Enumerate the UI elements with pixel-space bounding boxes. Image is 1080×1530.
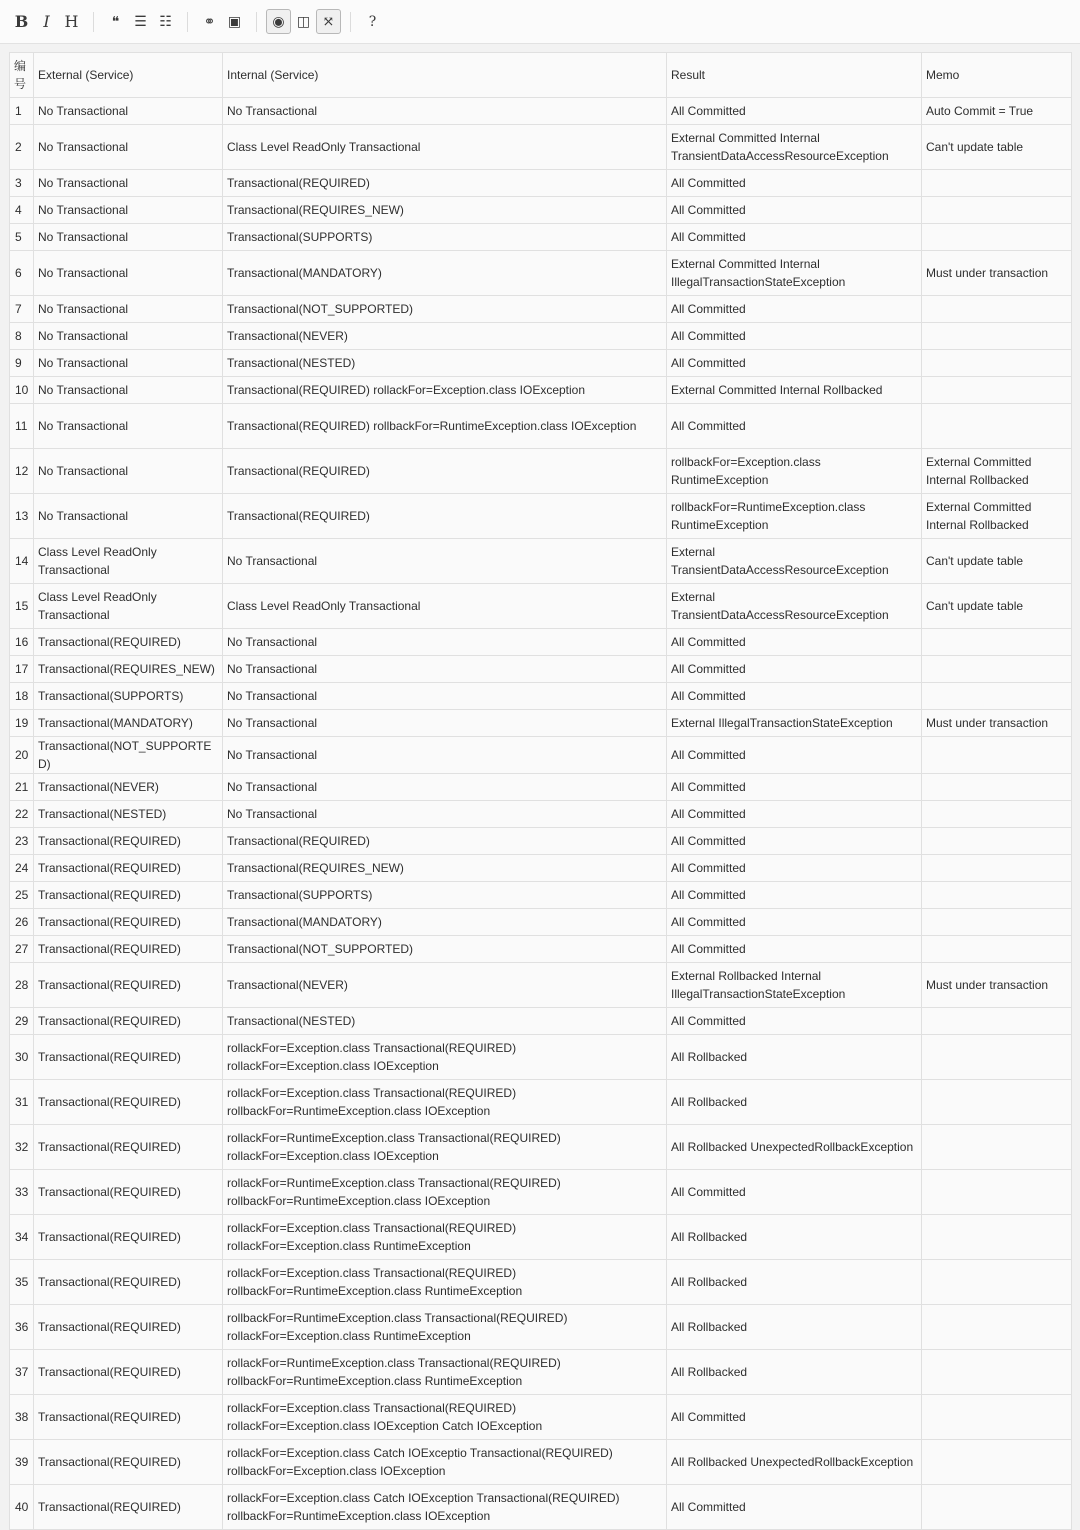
row-number: 31 [10,1080,34,1125]
result-cell: rollbackFor=Exception.class RuntimeException [667,449,922,494]
memo-cell [922,683,1072,710]
external-cell: Transactional(REQUIRED) [34,909,223,936]
result-cell: All Rollbacked [667,1260,922,1305]
table-row [10,1080,1072,1125]
memo-cell [922,1350,1072,1395]
memo-cell [922,296,1072,323]
result-cell: All Committed [667,1485,922,1530]
memo-cell [922,1008,1072,1035]
table-row [10,629,1072,656]
result-cell: All Committed [667,296,922,323]
internal-cell: No Transactional [223,801,667,828]
memo-cell: External Committed Internal Rollbacked [922,494,1072,539]
external-cell: No Transactional [34,350,223,377]
internal-cell: rollackFor=Exception.class Transactional(REQUIRED) rollackFor=Exception.class IOException [223,1035,667,1080]
result-cell: All Committed [667,737,922,774]
table-row [10,1008,1072,1035]
internal-cell: No Transactional [223,737,667,774]
internal-cell: Transactional(MANDATORY) [223,251,667,296]
memo-cell: Must under transaction [922,710,1072,737]
internal-cell: Transactional(REQUIRED) [223,170,667,197]
memo-cell [922,774,1072,801]
memo-cell [922,404,1072,449]
internal-cell: Transactional(REQUIRES_NEW) [223,197,667,224]
row-number: 10 [10,377,34,404]
result-cell: All Committed [667,801,922,828]
table-row [10,1395,1072,1440]
external-cell: Transactional(REQUIRED) [34,1008,223,1035]
external-cell: No Transactional [34,224,223,251]
row-number: 5 [10,224,34,251]
image-icon: ▣ [227,13,242,30]
result-cell: All Rollbacked [667,1080,922,1125]
quote-icon: ❝ [111,13,120,30]
internal-cell: No Transactional [223,656,667,683]
table-row [10,377,1072,404]
row-number: 35 [10,1260,34,1305]
result-cell: External TransientDataAccessResourceException [667,584,922,629]
image-button[interactable] [222,9,247,34]
row-number: 37 [10,1350,34,1395]
table-row [10,909,1072,936]
result-cell: rollbackFor=RuntimeException.class RuntimeException [667,494,922,539]
internal-cell: rollackFor=Exception.class Transactional(REQUIRED) rollbackFor=RuntimeException.class IOException [223,1080,667,1125]
table-row [10,1260,1072,1305]
internal-cell: No Transactional [223,539,667,584]
internal-cell: Transactional(NESTED) [223,350,667,377]
result-cell: All Committed [667,323,922,350]
internal-cell: Transactional(SUPPORTS) [223,882,667,909]
memo-cell: Can't update table [922,584,1072,629]
italic-icon: I [43,12,50,31]
table-row [10,710,1072,737]
internal-cell: Transactional(SUPPORTS) [223,224,667,251]
row-number: 23 [10,828,34,855]
memo-cell: Can't update table [922,539,1072,584]
unordered-list-button[interactable] [128,9,153,34]
memo-cell [922,377,1072,404]
result-cell: All Committed [667,404,922,449]
external-cell: Transactional(REQUIRED) [34,855,223,882]
row-number: 38 [10,1395,34,1440]
result-cell: All Committed [667,774,922,801]
table-row [10,584,1072,629]
table-row [10,125,1072,170]
toolbar-separator [187,12,188,32]
memo-cell [922,909,1072,936]
table-row [10,737,1072,774]
internal-cell: Transactional(MANDATORY) [223,909,667,936]
table-header-row [10,53,1072,98]
internal-cell: rollackFor=Exception.class Transactional(REQUIRED) rollackFor=Exception.class RuntimeException [223,1215,667,1260]
result-cell: All Committed [667,909,922,936]
bold-icon: B [14,12,29,31]
external-cell: No Transactional [34,251,223,296]
table-row [10,801,1072,828]
preview-button[interactable] [266,9,291,34]
row-number: 4 [10,197,34,224]
result-cell: All Rollbacked [667,1350,922,1395]
result-cell: All Rollbacked UnexpectedRollbackException [667,1440,922,1485]
external-cell: No Transactional [34,404,223,449]
external-cell: Transactional(NESTED) [34,801,223,828]
row-number: 9 [10,350,34,377]
link-button[interactable] [197,9,222,34]
result-cell: All Rollbacked [667,1215,922,1260]
external-cell: Transactional(REQUIRED) [34,1080,223,1125]
row-number: 25 [10,882,34,909]
row-number: 36 [10,1305,34,1350]
table-row [10,251,1072,296]
memo-cell [922,656,1072,683]
quote-button[interactable] [103,9,128,34]
result-cell: External IllegalTransactionStateException [667,710,922,737]
memo-cell: Can't update table [922,125,1072,170]
memo-cell [922,1170,1072,1215]
table-row [10,1215,1072,1260]
italic-button[interactable] [34,9,59,34]
result-cell: All Committed [667,1008,922,1035]
memo-cell [922,828,1072,855]
external-cell: No Transactional [34,170,223,197]
row-number: 21 [10,774,34,801]
table-row [10,1485,1072,1530]
row-number: 27 [10,936,34,963]
internal-cell: rollbackFor=RuntimeException.class Transactional(REQUIRED) rollackFor=Exception.class RuntimeException [223,1305,667,1350]
row-number: 28 [10,963,34,1008]
question-icon: ? [368,13,377,30]
memo-cell [922,936,1072,963]
row-number: 18 [10,683,34,710]
memo-cell: Must under transaction [922,963,1072,1008]
result-cell: External Committed Internal TransientDataAccessResourceException [667,125,922,170]
internal-cell: Transactional(NOT_SUPPORTED) [223,296,667,323]
table-row [10,1350,1072,1395]
result-cell: All Rollbacked [667,1035,922,1080]
table-row [10,224,1072,251]
header-memo: Memo [922,53,1072,98]
editor-toolbar [0,0,1080,44]
external-cell: No Transactional [34,449,223,494]
external-cell: Transactional(REQUIRED) [34,1350,223,1395]
result-cell: All Committed [667,170,922,197]
row-number: 33 [10,1170,34,1215]
external-cell: Transactional(REQUIRES_NEW) [34,656,223,683]
heading-icon: H [64,12,79,31]
result-cell: All Rollbacked [667,1305,922,1350]
memo-cell [922,737,1072,774]
table-row [10,774,1072,801]
table-row [10,656,1072,683]
internal-cell: rollackFor=RuntimeException.class Transactional(REQUIRED) rollbackFor=RuntimeException.class IOException [223,1170,667,1215]
result-cell: All Committed [667,882,922,909]
header-result: Result [667,53,922,98]
memo-cell [922,224,1072,251]
results-table [9,52,1072,1530]
row-number: 3 [10,170,34,197]
table-row [10,170,1072,197]
external-cell: No Transactional [34,296,223,323]
table-row [10,323,1072,350]
row-number: 24 [10,855,34,882]
memo-cell [922,1395,1072,1440]
row-number: 12 [10,449,34,494]
internal-cell: No Transactional [223,774,667,801]
external-cell: Transactional(REQUIRED) [34,629,223,656]
table-row [10,882,1072,909]
memo-cell [922,170,1072,197]
internal-cell: rollackFor=RuntimeException.class Transactional(REQUIRED) rollackFor=Exception.class IOException [223,1125,667,1170]
external-cell: Transactional(NEVER) [34,774,223,801]
internal-cell: Transactional(REQUIRED) [223,828,667,855]
internal-cell: Transactional(NEVER) [223,963,667,1008]
external-cell: Transactional(REQUIRED) [34,1035,223,1080]
memo-cell [922,1125,1072,1170]
memo-cell [922,882,1072,909]
external-cell: Transactional(REQUIRED) [34,936,223,963]
row-number: 29 [10,1008,34,1035]
eye-icon: ◉ [272,13,285,30]
internal-cell: Class Level ReadOnly Transactional [223,584,667,629]
row-number: 16 [10,629,34,656]
memo-cell [922,629,1072,656]
external-cell: No Transactional [34,494,223,539]
external-cell: Transactional(REQUIRED) [34,963,223,1008]
result-cell: External Committed Internal Rollbacked [667,377,922,404]
row-number: 1 [10,98,34,125]
external-cell: Transactional(REQUIRED) [34,1485,223,1530]
result-cell: All Committed [667,197,922,224]
result-cell: All Committed [667,224,922,251]
internal-cell: No Transactional [223,98,667,125]
external-cell: Transactional(REQUIRED) [34,1440,223,1485]
memo-cell [922,1260,1072,1305]
table-row [10,1125,1072,1170]
link-icon: ⚭ [203,13,216,30]
external-cell: Class Level ReadOnly Transactional [34,584,223,629]
preview-pane [0,44,1080,1523]
ordered-list-button[interactable] [153,9,178,34]
internal-cell: Transactional(NESTED) [223,1008,667,1035]
table-row [10,449,1072,494]
external-cell: Transactional(REQUIRED) [34,1305,223,1350]
memo-cell [922,1440,1072,1485]
internal-cell: rollackFor=Exception.class Catch IOException Transactional(REQUIRED) rollbackFor=RuntimeException.class IOException [223,1485,667,1530]
table-row [10,197,1072,224]
table-row [10,963,1072,1008]
table-row [10,1170,1072,1215]
result-cell: All Committed [667,1170,922,1215]
heading-button[interactable] [59,9,84,34]
table-row [10,98,1072,125]
table-row [10,296,1072,323]
bold-button[interactable] [9,9,34,34]
table-row [10,828,1072,855]
internal-cell: rollackFor=Exception.class Catch IOExceptio Transactional(REQUIRED) rollbackFor=Exception.class IOException [223,1440,667,1485]
result-cell: All Committed [667,1395,922,1440]
internal-cell: Transactional(REQUIRED) rollackFor=Exception.class IOException [223,377,667,404]
table-row [10,683,1072,710]
header-internal: Internal (Service) [223,53,667,98]
external-cell: Transactional(MANDATORY) [34,710,223,737]
result-cell: All Rollbacked UnexpectedRollbackException [667,1125,922,1170]
memo-cell [922,197,1072,224]
row-number: 22 [10,801,34,828]
row-number: 2 [10,125,34,170]
external-cell: No Transactional [34,197,223,224]
internal-cell: Transactional(REQUIRED) [223,449,667,494]
result-cell: All Committed [667,683,922,710]
memo-cell [922,1035,1072,1080]
side-by-side-button[interactable] [291,9,316,34]
list-icon: ☰ [134,13,147,30]
external-cell: Transactional(REQUIRED) [34,1215,223,1260]
row-number: 34 [10,1215,34,1260]
toolbar-separator [93,12,94,32]
row-number: 13 [10,494,34,539]
external-cell: Transactional(REQUIRED) [34,882,223,909]
columns-icon: ◫ [296,13,311,30]
memo-cell [922,1305,1072,1350]
result-cell: All Committed [667,350,922,377]
row-number: 20 [10,737,34,774]
internal-cell: Transactional(NEVER) [223,323,667,350]
memo-cell [922,855,1072,882]
external-cell: No Transactional [34,377,223,404]
table-row [10,1305,1072,1350]
result-cell: External TransientDataAccessResourceException [667,539,922,584]
external-cell: No Transactional [34,323,223,350]
row-number: 8 [10,323,34,350]
result-cell: External Committed Internal IllegalTransactionStateException [667,251,922,296]
table-row [10,855,1072,882]
header-external: External (Service) [34,53,223,98]
table-row [10,404,1072,449]
memo-cell: Auto Commit = True [922,98,1072,125]
internal-cell: No Transactional [223,683,667,710]
help-button[interactable] [360,9,385,34]
result-cell: All Committed [667,936,922,963]
result-cell: All Committed [667,656,922,683]
result-cell: All Committed [667,629,922,656]
external-cell: Transactional(REQUIRED) [34,1260,223,1305]
memo-cell [922,323,1072,350]
row-number: 7 [10,296,34,323]
external-cell: No Transactional [34,98,223,125]
row-number: 15 [10,584,34,629]
row-number: 39 [10,1440,34,1485]
memo-cell [922,801,1072,828]
table-row [10,494,1072,539]
internal-cell: No Transactional [223,629,667,656]
internal-cell: No Transactional [223,710,667,737]
table-row [10,350,1072,377]
internal-cell: Transactional(REQUIRES_NEW) [223,855,667,882]
internal-cell: rollackFor=RuntimeException.class Transactional(REQUIRED) rollbackFor=RuntimeException.class RuntimeException [223,1350,667,1395]
external-cell: Transactional(REQUIRED) [34,1170,223,1215]
row-number: 40 [10,1485,34,1530]
header-number: 编号 [10,53,34,98]
table-row [10,539,1072,584]
result-cell: All Committed [667,855,922,882]
row-number: 19 [10,710,34,737]
internal-cell: Transactional(NOT_SUPPORTED) [223,936,667,963]
row-number: 14 [10,539,34,584]
external-cell: No Transactional [34,125,223,170]
memo-cell: External Committed Internal Rollbacked [922,449,1072,494]
memo-cell [922,1215,1072,1260]
row-number: 30 [10,1035,34,1080]
memo-cell [922,350,1072,377]
internal-cell: Class Level ReadOnly Transactional [223,125,667,170]
toolbar-separator [350,12,351,32]
internal-cell: rollackFor=Exception.class Transactional(REQUIRED) rollbackFor=RuntimeException.class RuntimeException [223,1260,667,1305]
memo-cell: Must under transaction [922,251,1072,296]
result-cell: External Rollbacked Internal IllegalTransactionStateException [667,963,922,1008]
table-row [10,936,1072,963]
external-cell: Transactional(SUPPORTS) [34,683,223,710]
external-cell: Transactional(REQUIRED) [34,1395,223,1440]
toolbar-separator [256,12,257,32]
row-number: 26 [10,909,34,936]
result-cell: All Committed [667,828,922,855]
table-row [10,1440,1072,1485]
memo-cell [922,1485,1072,1530]
internal-cell: rollackFor=Exception.class Transactional(REQUIRED) rollackFor=Exception.class IOException Catch IOException [223,1395,667,1440]
row-number: 6 [10,251,34,296]
internal-cell: Transactional(REQUIRED) [223,494,667,539]
external-cell: Transactional(REQUIRED) [34,828,223,855]
row-number: 17 [10,656,34,683]
table-row [10,1035,1072,1080]
row-number: 32 [10,1125,34,1170]
fullscreen-icon: ⤧ [322,13,335,30]
fullscreen-button[interactable] [316,9,341,34]
external-cell: Transactional(REQUIRED) [34,1125,223,1170]
row-number: 11 [10,404,34,449]
ordered-list-icon: ☷ [159,13,172,30]
internal-cell: Transactional(REQUIRED) rollbackFor=RuntimeException.class IOException [223,404,667,449]
result-cell: All Committed [667,98,922,125]
memo-cell [922,1080,1072,1125]
external-cell: Transactional(NOT_SUPPORTED) [34,737,223,774]
external-cell: Class Level ReadOnly Transactional [34,539,223,584]
